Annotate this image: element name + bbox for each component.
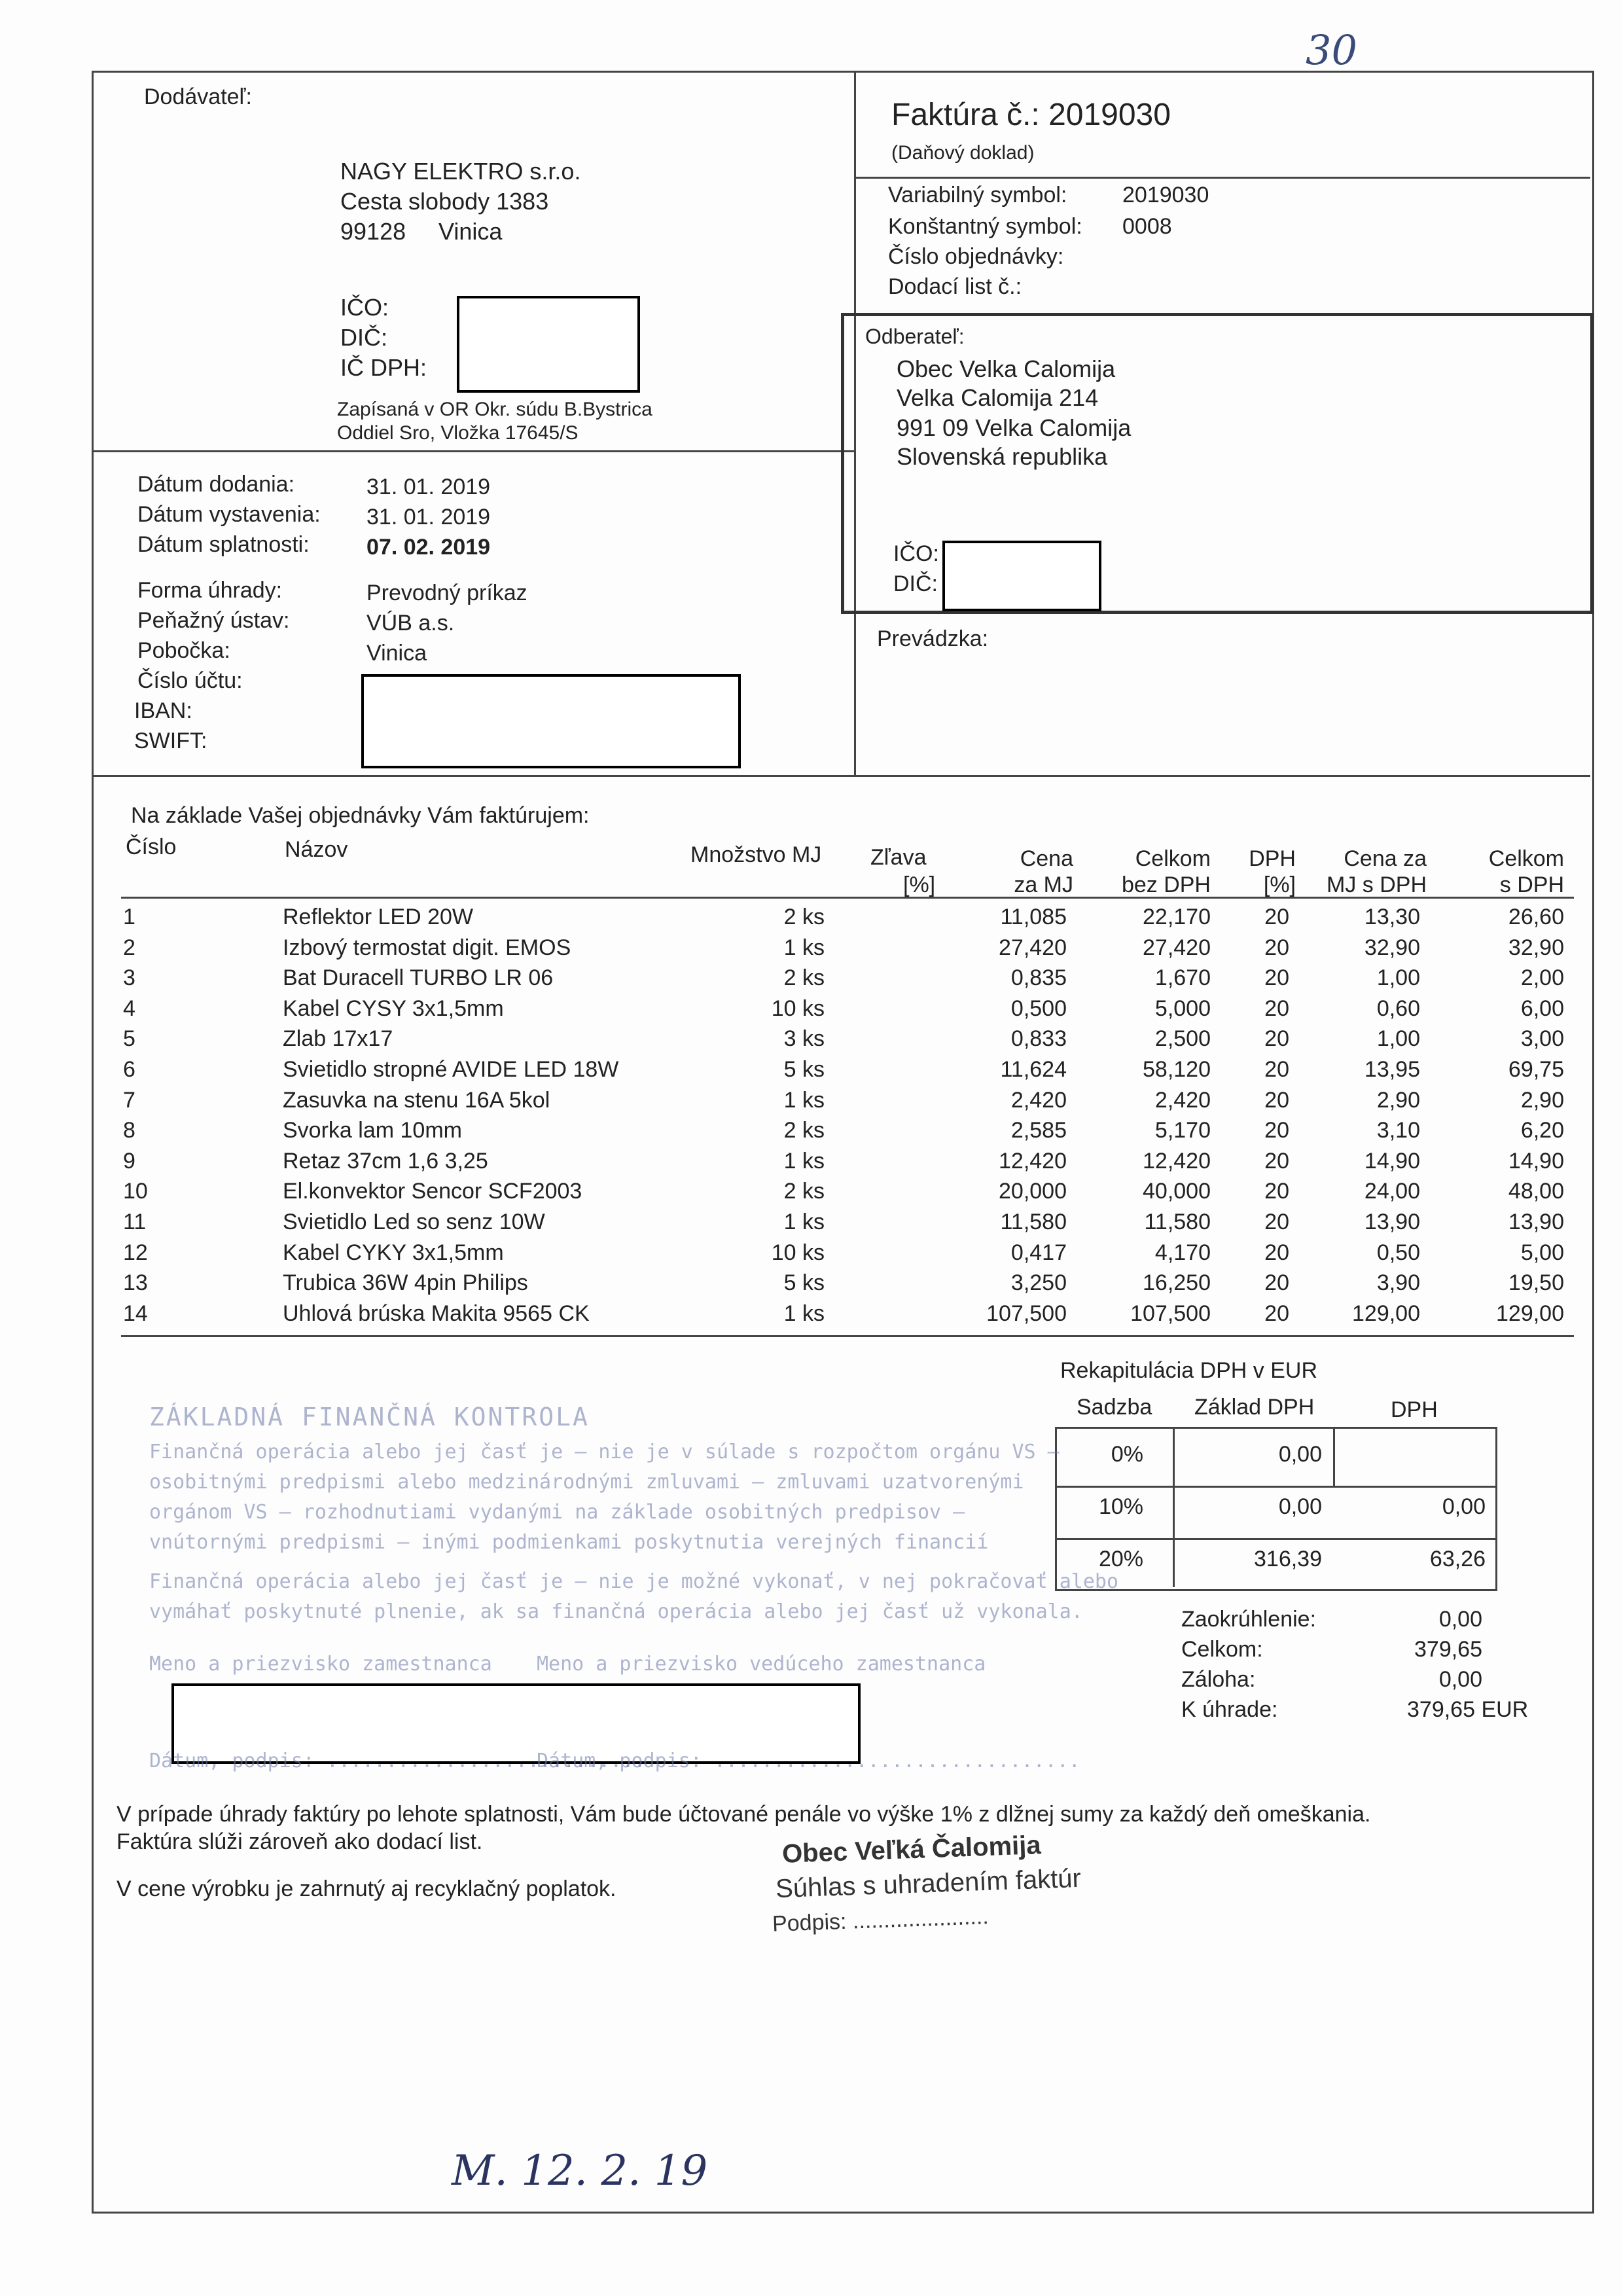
item-price: 0,833 — [1010, 1026, 1067, 1052]
supplier-label: Dodávateľ: — [144, 84, 252, 109]
item-price-incl: 3,90 — [1376, 1270, 1420, 1296]
item-vat: 20 — [1264, 996, 1289, 1021]
item-price-incl: 1,00 — [1376, 1026, 1420, 1052]
item-num: 11 — [123, 1210, 147, 1234]
table-row — [0, 902, 1623, 932]
item-vat: 20 — [1264, 1118, 1289, 1143]
recap-base: 316,39 — [1254, 1547, 1322, 1571]
item-total-excl: 58,120 — [1143, 1057, 1211, 1082]
invoice-subtitle: (Daňový doklad) — [891, 142, 1035, 164]
supplier-register-line1: Zapísaná v OR Okr. súdu B.Bystrica — [337, 399, 652, 420]
item-num: 4 — [123, 996, 135, 1021]
delivery-note-label: Dodací list č.: — [888, 274, 1022, 299]
item-total-incl: 2,00 — [1520, 965, 1564, 991]
table-row — [0, 1146, 1623, 1176]
item-vat: 20 — [1264, 1148, 1289, 1174]
item-total-incl: 69,75 — [1508, 1057, 1564, 1082]
delivery-date-label: Dátum dodania: — [137, 472, 295, 497]
recap-divider — [1333, 1427, 1335, 1486]
item-vat: 20 — [1264, 1270, 1289, 1296]
items-intro: Na základe Vašej objednávky Vám faktúrujem: — [131, 803, 590, 828]
supplier-name: NAGY ELEKTRO s.r.o. — [340, 158, 581, 185]
item-name: Svietidlo Led so senz 10W — [283, 1210, 545, 1234]
item-price: 3,250 — [1010, 1270, 1067, 1296]
customer-line1: Obec Velka Calomija — [897, 355, 1116, 382]
invoice-title: Faktúra č.: 2019030 — [891, 98, 1171, 132]
table-row — [0, 1207, 1623, 1237]
control-stamp-line: osobitnými predpismi alebo medzinárodnými zmluvami – zmluvami uzatvorenými — [149, 1471, 1024, 1494]
item-qty: 2 ks — [783, 905, 825, 929]
col-vat-1: DPH — [1249, 846, 1296, 871]
control-stamp-line: Finančná operácia alebo jej časť je – nie je v súlade s rozpočtom orgánu VS – — [149, 1441, 1060, 1463]
bank-value: VÚB a.s. — [366, 611, 455, 636]
item-num: 2 — [123, 935, 135, 960]
item-num: 13 — [123, 1270, 148, 1296]
item-qty: 10 ks — [771, 1240, 825, 1265]
account-label: Číslo účtu: — [137, 668, 243, 693]
customer-label: Odberateľ: — [865, 325, 965, 348]
recap-rate: 20% — [1098, 1547, 1143, 1571]
payment-method-label: Forma úhrady: — [137, 578, 283, 603]
item-num: 7 — [123, 1087, 135, 1113]
table-row — [0, 1176, 1623, 1206]
supplier-street: Cesta slobody 1383 — [340, 188, 549, 215]
item-qty: 1 ks — [783, 1210, 825, 1234]
item-vat: 20 — [1264, 1240, 1289, 1265]
item-price-incl: 14,90 — [1364, 1148, 1420, 1174]
item-price: 2,420 — [1010, 1087, 1067, 1113]
payment-method-value: Prevodný príkaz — [366, 581, 527, 605]
item-qty: 1 ks — [783, 1148, 825, 1174]
item-total-excl: 16,250 — [1143, 1270, 1211, 1296]
col-discount-2: [%] — [903, 872, 936, 897]
item-price: 0,835 — [1010, 965, 1067, 991]
item-name: Kabel CYSY 3x1,5mm — [283, 996, 504, 1021]
item-qty: 1 ks — [783, 935, 825, 960]
item-qty: 10 ks — [771, 996, 825, 1021]
ks-value: 0008 — [1122, 214, 1172, 239]
approval-stamp-line2: Súhlas s uhradením faktúr — [775, 1863, 1082, 1904]
col-total-excl-2: bez DPH — [1121, 872, 1211, 897]
due-amount-label: K úhrade: — [1181, 1697, 1278, 1722]
item-price-incl: 32,90 — [1364, 935, 1420, 960]
table-row — [0, 1299, 1623, 1329]
item-price: 12,420 — [999, 1148, 1067, 1174]
item-num: 9 — [123, 1148, 135, 1174]
recap-col-base: Základ DPH — [1194, 1395, 1315, 1420]
item-total-excl: 22,170 — [1143, 905, 1211, 929]
item-total-excl: 40,000 — [1143, 1179, 1211, 1204]
divider — [92, 775, 1590, 777]
item-vat: 20 — [1264, 1026, 1289, 1052]
item-price-incl: 13,90 — [1364, 1210, 1420, 1234]
total-value: 379,65 — [1414, 1637, 1482, 1662]
vs-value: 2019030 — [1122, 183, 1209, 207]
item-name: Reflektor LED 20W — [283, 905, 473, 929]
item-qty: 2 ks — [783, 965, 825, 991]
item-total-incl: 26,60 — [1508, 905, 1564, 929]
page-number-mark: 30 — [1306, 26, 1357, 74]
item-total-excl: 107,500 — [1130, 1300, 1211, 1326]
control-stamp-line: Finančná operácia alebo jej časť je – nie je možné vykonať, v nej pokračovať alebo — [149, 1570, 1119, 1593]
item-total-incl: 129,00 — [1496, 1300, 1564, 1326]
approval-stamp-line3: Podpis: ...................... — [772, 1904, 990, 1937]
col-vat-2: [%] — [1263, 872, 1296, 897]
premises-label: Prevádzka: — [877, 626, 989, 651]
control-stamp-title: ZÁKLADNÁ FINANČNÁ KONTROLA — [149, 1403, 590, 1431]
table-row — [0, 1115, 1623, 1145]
item-total-excl: 4,170 — [1154, 1240, 1211, 1265]
table-row — [0, 963, 1623, 993]
control-date-2: Dátum, podpis: ............................... — [537, 1749, 1080, 1772]
item-name: Izbový termostat digit. EMOS — [283, 935, 571, 960]
item-total-excl: 12,420 — [1143, 1148, 1211, 1174]
item-qty: 1 ks — [783, 1300, 825, 1326]
recap-rate: 10% — [1098, 1494, 1143, 1519]
bank-label: Peňažný ústav: — [137, 608, 290, 633]
customer-dic-label: DIČ: — [893, 571, 938, 596]
swift-label: SWIFT: — [134, 728, 207, 753]
item-num: 10 — [123, 1179, 148, 1204]
control-stamp-line: vnútornými predpismi – inými podmienkami poskytnutia verejných financií — [149, 1531, 989, 1554]
redacted-box — [457, 296, 640, 393]
control-stamp-line: vymáhať poskytnuté plnenie, ak sa finančná operácia alebo jej časť už vykonala. — [149, 1600, 1083, 1623]
item-total-incl: 3,00 — [1520, 1026, 1564, 1052]
supplier-register-line2: Oddiel Sro, Vložka 17645/S — [337, 422, 579, 444]
item-total-incl: 2,90 — [1520, 1087, 1564, 1113]
recap-divider — [1055, 1486, 1495, 1488]
vs-label: Variabilný symbol: — [888, 183, 1067, 207]
recap-vat: 63,26 — [1429, 1547, 1486, 1571]
item-name: Zasuvka na stenu 16A 5kol — [283, 1087, 550, 1113]
item-name: Kabel CYKY 3x1,5mm — [283, 1240, 504, 1265]
control-date-1: Dátum, podpis: ........................... — [149, 1749, 646, 1772]
col-price-1: Cena — [1020, 846, 1073, 871]
divider — [92, 450, 854, 452]
table-row — [0, 933, 1623, 963]
control-manager-name: Meno a priezvisko vedúceho zamestnanca — [537, 1653, 986, 1676]
divider — [854, 177, 1590, 179]
col-discount-1: Zľava — [870, 845, 927, 870]
col-total-incl-1: Celkom — [1488, 846, 1564, 871]
advance-label: Záloha: — [1181, 1667, 1256, 1692]
item-total-incl: 19,50 — [1508, 1270, 1564, 1296]
item-name: Retaz 37cm 1,6 3,25 — [283, 1148, 488, 1174]
item-num: 14 — [123, 1300, 148, 1326]
item-total-excl: 11,580 — [1144, 1210, 1211, 1234]
item-qty: 3 ks — [783, 1026, 825, 1052]
item-price: 27,420 — [999, 935, 1067, 960]
item-num: 1 — [123, 905, 135, 929]
recap-base: 0,00 — [1278, 1494, 1322, 1519]
item-name: Zlab 17x17 — [283, 1026, 393, 1052]
branch-value: Vinica — [366, 641, 427, 666]
rounding-label: Zaokrúhlenie: — [1181, 1607, 1317, 1632]
item-name: Svietidlo stropné AVIDE LED 18W — [283, 1057, 619, 1082]
item-price-incl: 0,60 — [1376, 996, 1420, 1021]
item-total-incl: 13,90 — [1508, 1210, 1564, 1234]
control-stamp-line: orgánom VS – rozhodnutiami vydanými na základe osobitných predpisov – — [149, 1501, 965, 1524]
issue-date-label: Dátum vystavenia: — [137, 502, 321, 527]
item-price-incl: 13,30 — [1364, 905, 1420, 929]
table-row — [0, 1024, 1623, 1054]
recap-divider — [1055, 1538, 1495, 1540]
delivery-date-value: 31. 01. 2019 — [366, 475, 491, 499]
table-row — [0, 1268, 1623, 1298]
item-price: 0,500 — [1010, 996, 1067, 1021]
col-name: Názov — [285, 837, 348, 862]
item-vat: 20 — [1264, 1087, 1289, 1113]
item-num: 8 — [123, 1118, 135, 1143]
item-price: 11,624 — [1000, 1057, 1067, 1082]
recap-base: 0,00 — [1278, 1442, 1322, 1467]
customer-line4: Slovenská republika — [897, 443, 1108, 470]
supplier-icdph-label: IČ DPH: — [340, 354, 427, 381]
item-total-excl: 1,670 — [1154, 965, 1211, 991]
item-price: 0,417 — [1010, 1240, 1067, 1265]
item-qty: 2 ks — [783, 1179, 825, 1204]
total-label: Celkom: — [1181, 1637, 1263, 1662]
customer-line2: Velka Calomija 214 — [897, 384, 1099, 411]
order-label: Číslo objednávky: — [888, 244, 1064, 269]
item-price: 11,580 — [1000, 1210, 1067, 1234]
iban-label: IBAN: — [134, 698, 192, 723]
item-name: Svorka lam 10mm — [283, 1118, 462, 1143]
item-name: Uhlová brúska Makita 9565 CK — [283, 1300, 590, 1326]
item-num: 3 — [123, 965, 135, 991]
approval-stamp-line1: Obec Veľká Čalomija — [781, 1831, 1042, 1869]
col-num: Číslo — [126, 834, 177, 859]
item-qty: 1 ks — [783, 1087, 825, 1113]
divider — [121, 1335, 1574, 1337]
supplier-dic-label: DIČ: — [340, 324, 387, 351]
item-vat: 20 — [1264, 965, 1289, 991]
advance-value: 0,00 — [1438, 1667, 1482, 1692]
supplier-ico-label: IČO: — [340, 294, 389, 321]
item-vat: 20 — [1264, 1210, 1289, 1234]
penalty-note: V prípade úhrady faktúry po lehote splatnosti, Vám bude účtované penále vo výške 1% z dlžnej sumy za každý deň omeškania. — [116, 1802, 1371, 1827]
item-price-incl: 129,00 — [1352, 1300, 1420, 1326]
ks-label: Konštantný symbol: — [888, 214, 1082, 239]
item-price-incl: 0,50 — [1376, 1240, 1420, 1265]
rounding-value: 0,00 — [1438, 1607, 1482, 1632]
col-price-2: za MJ — [1014, 872, 1073, 897]
item-price-incl: 13,95 — [1364, 1057, 1420, 1082]
table-row — [0, 1054, 1623, 1085]
handwritten-date: M. 12. 2. 19 — [452, 2147, 708, 2195]
item-price-incl: 1,00 — [1376, 965, 1420, 991]
item-name: Trubica 36W 4pin Philips — [283, 1270, 528, 1296]
redacted-box — [942, 541, 1101, 611]
item-total-incl: 6,00 — [1520, 996, 1564, 1021]
item-total-incl: 48,00 — [1508, 1179, 1564, 1204]
item-price: 107,500 — [986, 1300, 1067, 1326]
col-total-excl-1: Celkom — [1135, 846, 1211, 871]
item-price-incl: 2,90 — [1376, 1087, 1420, 1113]
item-vat: 20 — [1264, 1179, 1289, 1204]
item-vat: 20 — [1264, 935, 1289, 960]
col-total-incl-2: s DPH — [1499, 872, 1564, 897]
item-vat: 20 — [1264, 905, 1289, 929]
supplier-zip: 99128 — [340, 218, 406, 245]
col-price-incl-1: Cena za — [1344, 846, 1427, 871]
item-qty: 2 ks — [783, 1118, 825, 1143]
control-employee-name: Meno a priezvisko zamestnanca — [149, 1653, 492, 1676]
item-total-incl: 32,90 — [1508, 935, 1564, 960]
item-total-excl: 2,420 — [1154, 1087, 1211, 1113]
recycling-note: V cene výrobku je zahrnutý aj recyklačný poplatok. — [116, 1876, 616, 1901]
supplier-city: Vinica — [438, 218, 503, 245]
redacted-box — [361, 674, 741, 768]
recap-col-vat: DPH — [1391, 1397, 1438, 1422]
branch-label: Pobočka: — [137, 638, 230, 663]
delivery-note: Faktúra slúži zároveň ako dodací list. — [116, 1829, 483, 1854]
col-price-incl-2: MJ s DPH — [1327, 872, 1427, 897]
item-qty: 5 ks — [783, 1270, 825, 1296]
item-total-excl: 27,420 — [1143, 935, 1211, 960]
item-total-excl: 5,170 — [1154, 1118, 1211, 1143]
col-qty: Množstvo MJ — [690, 842, 822, 867]
customer-line3: 991 09 Velka Calomija — [897, 414, 1132, 441]
recap-divider — [1173, 1427, 1175, 1587]
item-name: El.konvektor Sencor SCF2003 — [283, 1179, 582, 1204]
due-amount-value: 379,65 EUR — [1407, 1697, 1529, 1722]
table-row — [0, 1085, 1623, 1115]
table-row — [0, 994, 1623, 1024]
item-total-excl: 2,500 — [1154, 1026, 1211, 1052]
item-vat: 20 — [1264, 1300, 1289, 1326]
due-date-value: 07. 02. 2019 — [366, 535, 491, 560]
table-row — [0, 1238, 1623, 1268]
item-name: Bat Duracell TURBO LR 06 — [283, 965, 554, 991]
item-total-incl: 5,00 — [1520, 1240, 1564, 1265]
item-num: 6 — [123, 1057, 135, 1082]
item-price: 2,585 — [1010, 1118, 1067, 1143]
recap-vat: 0,00 — [1442, 1494, 1486, 1519]
item-total-incl: 14,90 — [1508, 1148, 1564, 1174]
item-price-incl: 3,10 — [1376, 1118, 1420, 1143]
item-price-incl: 24,00 — [1364, 1179, 1420, 1204]
recap-col-rate: Sadzba — [1077, 1395, 1152, 1420]
item-qty: 5 ks — [783, 1057, 825, 1082]
item-num: 5 — [123, 1026, 135, 1052]
item-num: 12 — [123, 1240, 148, 1265]
due-date-label: Dátum splatnosti: — [137, 532, 310, 557]
item-vat: 20 — [1264, 1057, 1289, 1082]
issue-date-value: 31. 01. 2019 — [366, 505, 491, 529]
item-price: 11,085 — [1000, 905, 1067, 929]
recap-title: Rekapitulácia DPH v EUR — [1060, 1358, 1318, 1383]
item-price: 20,000 — [999, 1179, 1067, 1204]
recap-rate: 0% — [1111, 1442, 1143, 1467]
item-total-excl: 5,000 — [1154, 996, 1211, 1021]
item-total-incl: 6,20 — [1520, 1118, 1564, 1143]
customer-ico-label: IČO: — [893, 541, 939, 566]
